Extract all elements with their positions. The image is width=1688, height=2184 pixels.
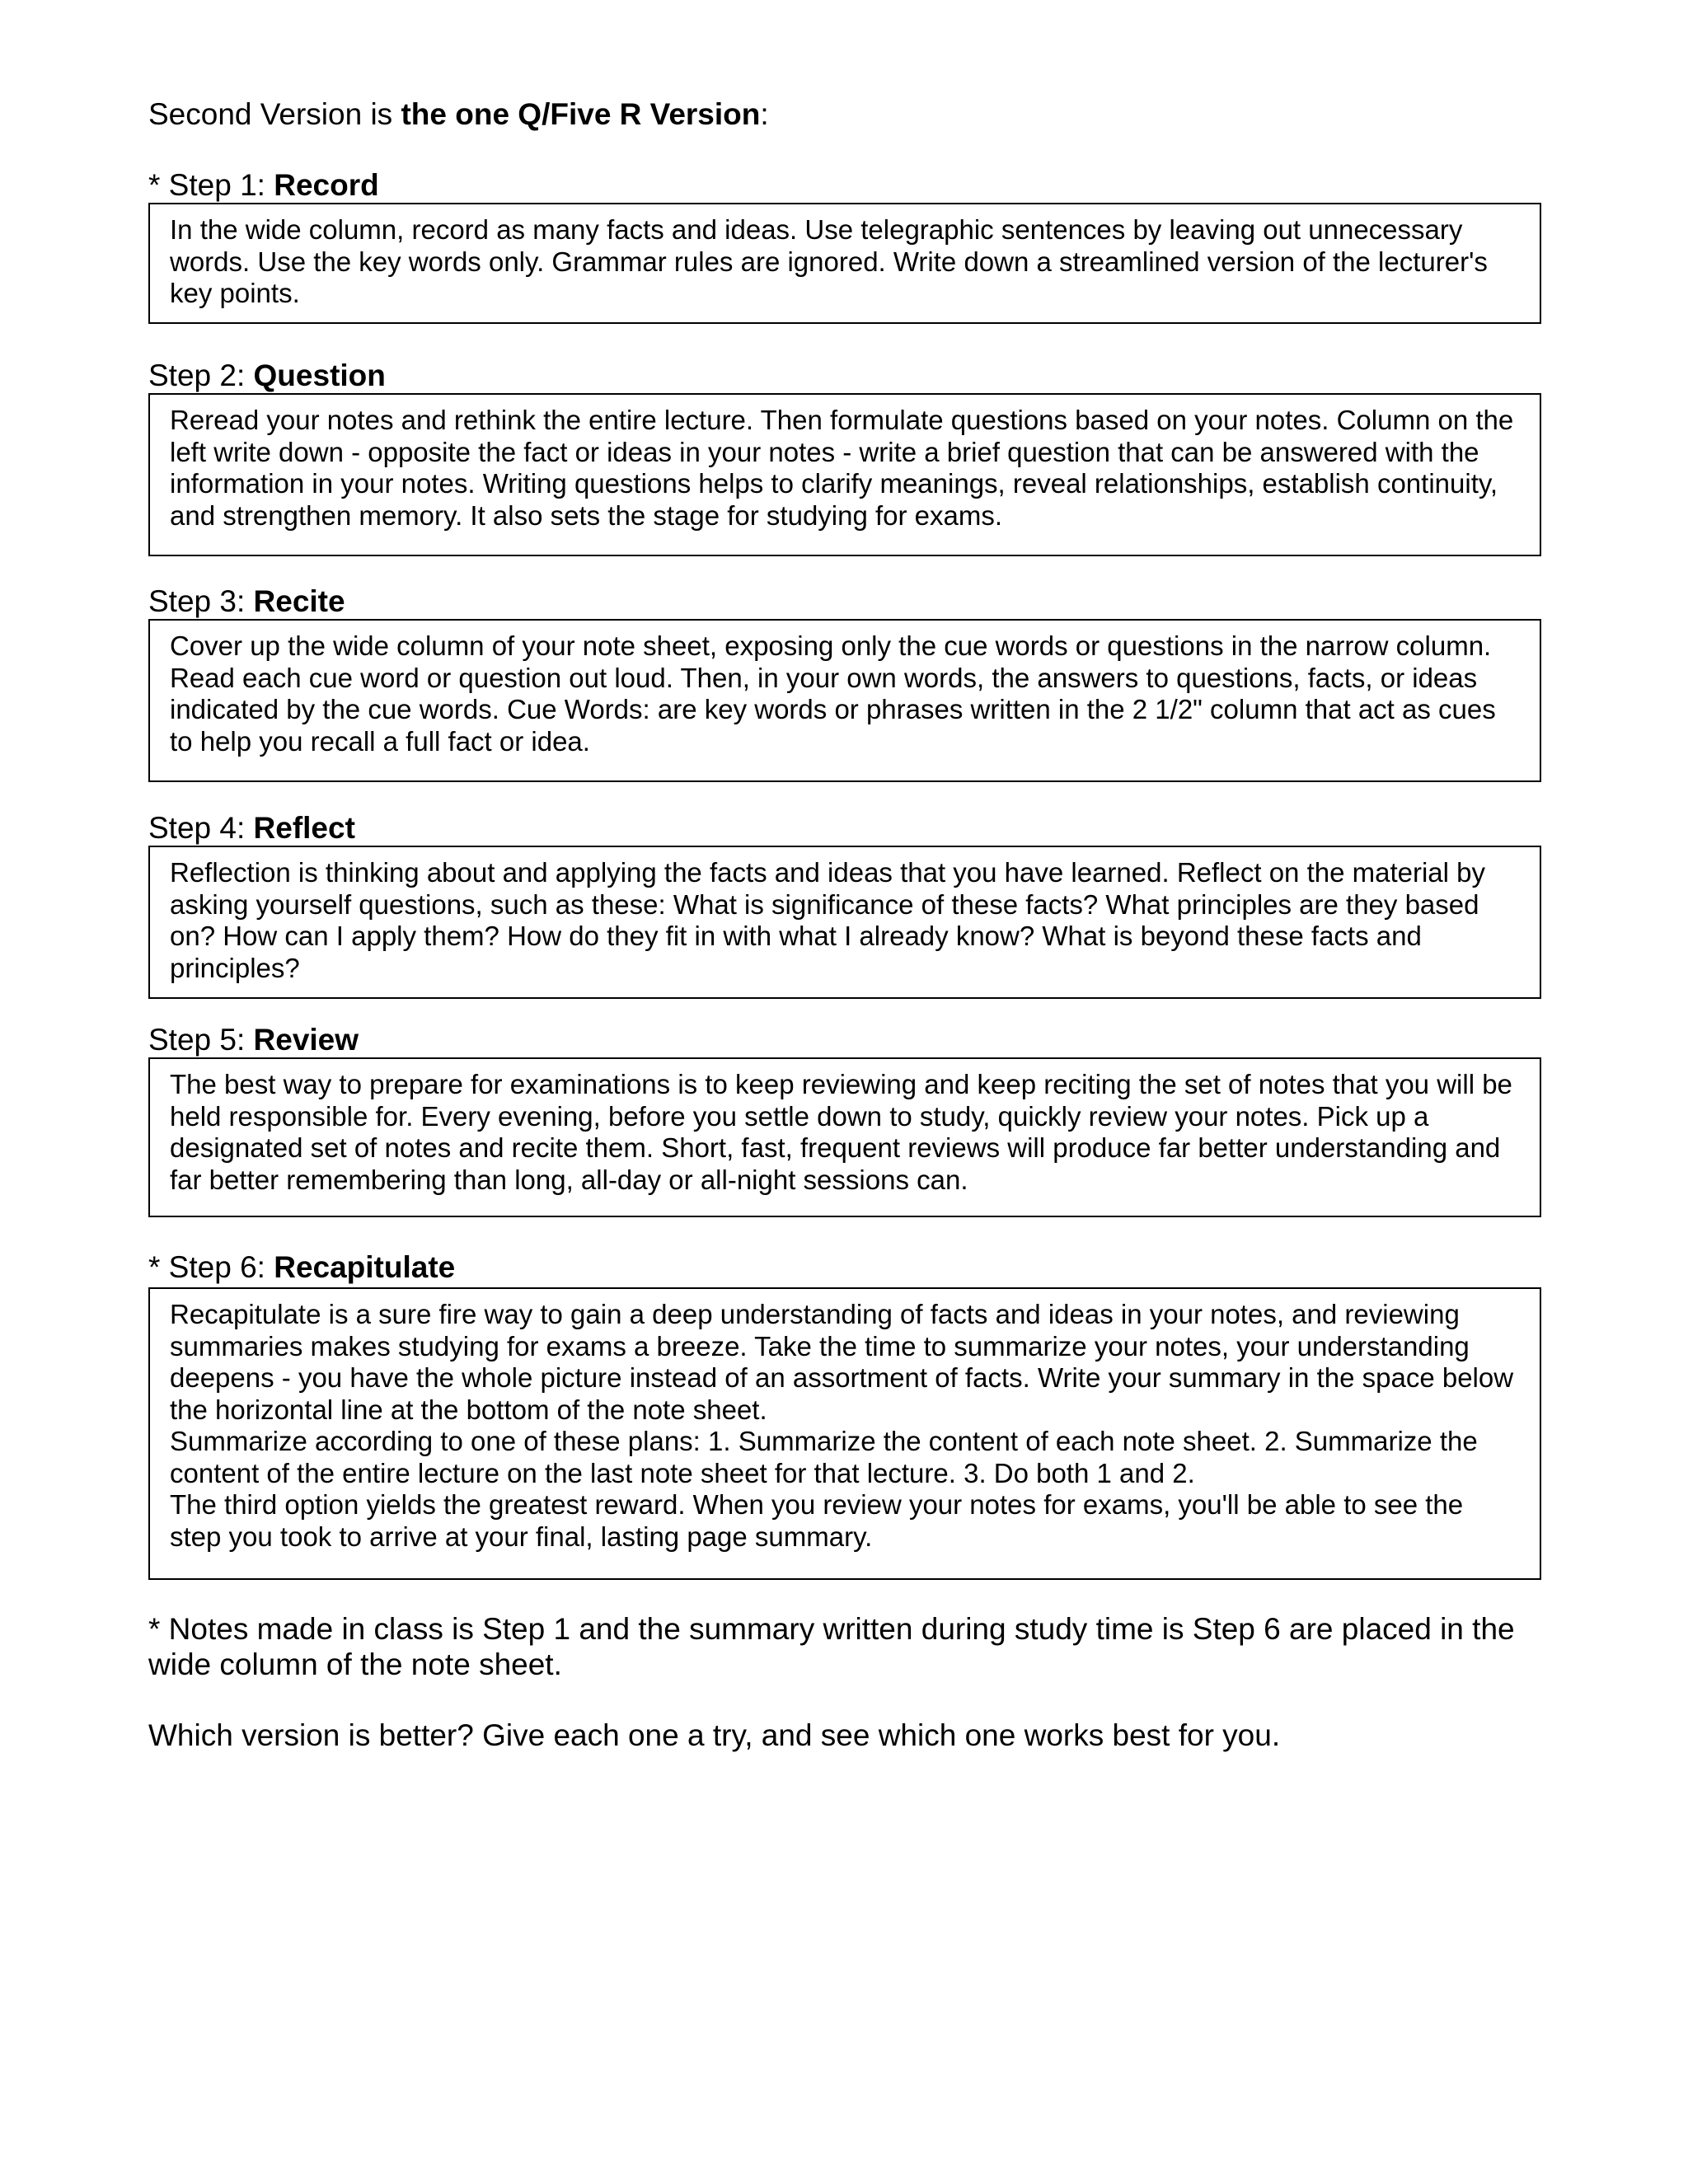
step-1-text: In the wide column, record as many facts and ideas. Use telegraphic sentences by leaving out unnecessary words. Use the key words only. Grammar rules are ignored. Write down a streamlined version of the lecturer's key points. [170, 214, 1488, 308]
step-3-title: Recite [253, 584, 345, 618]
step-3-prefix: Step 3: [148, 584, 254, 618]
footnote: * Notes made in class is Step 1 and the summary written during study time is Step 6 are placed in the wide column of the note sheet. [148, 1612, 1515, 1681]
step-2-heading [148, 357, 386, 395]
step-3-text: Cover up the wide column of your note sheet, exposing only the cue words or questions in the narrow column. Read each cue word or question out loud. Then, in your own words, the answers to questions, facts, or ideas indicated by the cue words. Cue Words: are key words or phrases written in the 2 1/2" column that act as cues to help you recall a full fact or idea. [170, 630, 1496, 757]
step-6-prefix: * Step 6: [148, 1250, 274, 1284]
step-6-text-1: Recapitulate is a sure fire way to gain a deep understanding of facts and ideas in your notes, and reviewing summaries makes studying for exams a breeze. Take the time to summarize your notes, your understanding deepens - you have the whole picture instead of an assortment of facts. Write your summary in the space below the horizontal line at the bottom of the note sheet. [170, 1299, 1514, 1425]
intro-prefix: Second Version is [148, 97, 401, 131]
step-5-box [148, 1057, 1541, 1217]
step-1-heading [148, 166, 379, 204]
step-1-box [148, 203, 1541, 324]
step-5-prefix: Step 5: [148, 1023, 254, 1057]
step-5-heading [148, 1021, 359, 1059]
step-3-heading [148, 583, 345, 621]
step-4-title: Reflect [253, 811, 355, 845]
intro-suffix: : [760, 97, 769, 131]
step-5-text: The best way to prepare for examinations is to keep reviewing and keep reciting the set of notes that you will be held responsible for. Every evening, before you settle down to study, quickly review your notes. Pick up a designated set of notes and recite them. Short, fast, frequent reviews will produce far better understanding and far better remembering than long, all-day or all-night sessions can. [170, 1069, 1512, 1195]
step-2-prefix: Step 2: [148, 359, 254, 392]
step-6-text-2: Summarize according to one of these plans: 1. Summarize the content of each note sheet. 2. Summarize the content of the entire lecture on the last note sheet for that lecture. 3. Do both 1 and 2. [170, 1426, 1478, 1488]
step-3-box [148, 619, 1541, 782]
intro-line [148, 94, 769, 135]
step-2-title: Question [253, 359, 386, 392]
step-6-box [148, 1287, 1541, 1580]
intro-version-name: the one Q/Five R Version [401, 97, 761, 131]
step-6-heading [148, 1249, 455, 1286]
step-5-title: Review [253, 1023, 359, 1057]
step-2-text: Reread your notes and rethink the entire lecture. Then formulate questions based on your notes. Column on the left write down - opposite the fact or ideas in your notes - write a brief question that can be answered with the information in your notes. Writing questions helps to clarify meanings, reveal relationships, establish continuity, and strengthen memory. It also sets the stage for studying for exams. [170, 405, 1514, 531]
step-2-box [148, 393, 1541, 556]
step-1-prefix: * Step 1: [148, 168, 274, 202]
step-6-title: Recapitulate [274, 1250, 456, 1284]
closing-question: Which version is better? Give each one a try, and see which one works best for you. [148, 1718, 1281, 1752]
step-4-heading [148, 809, 355, 847]
step-4-box [148, 846, 1541, 999]
step-1-title: Record [274, 168, 379, 202]
step-6-text-3: The third option yields the greatest reward. When you review your notes for exams, you'll be able to see the step you took to arrive at your final, lasting page summary. [170, 1489, 1464, 1552]
step-4-text: Reflection is thinking about and applying the facts and ideas that you have learned. Reflect on the material by asking yourself questions, such as these: What is significance of these facts? What principles are they based on? How can I apply them? How do they fit in with what I already know? What is beyond these facts and principles? [170, 857, 1486, 983]
step-4-prefix: Step 4: [148, 811, 254, 845]
